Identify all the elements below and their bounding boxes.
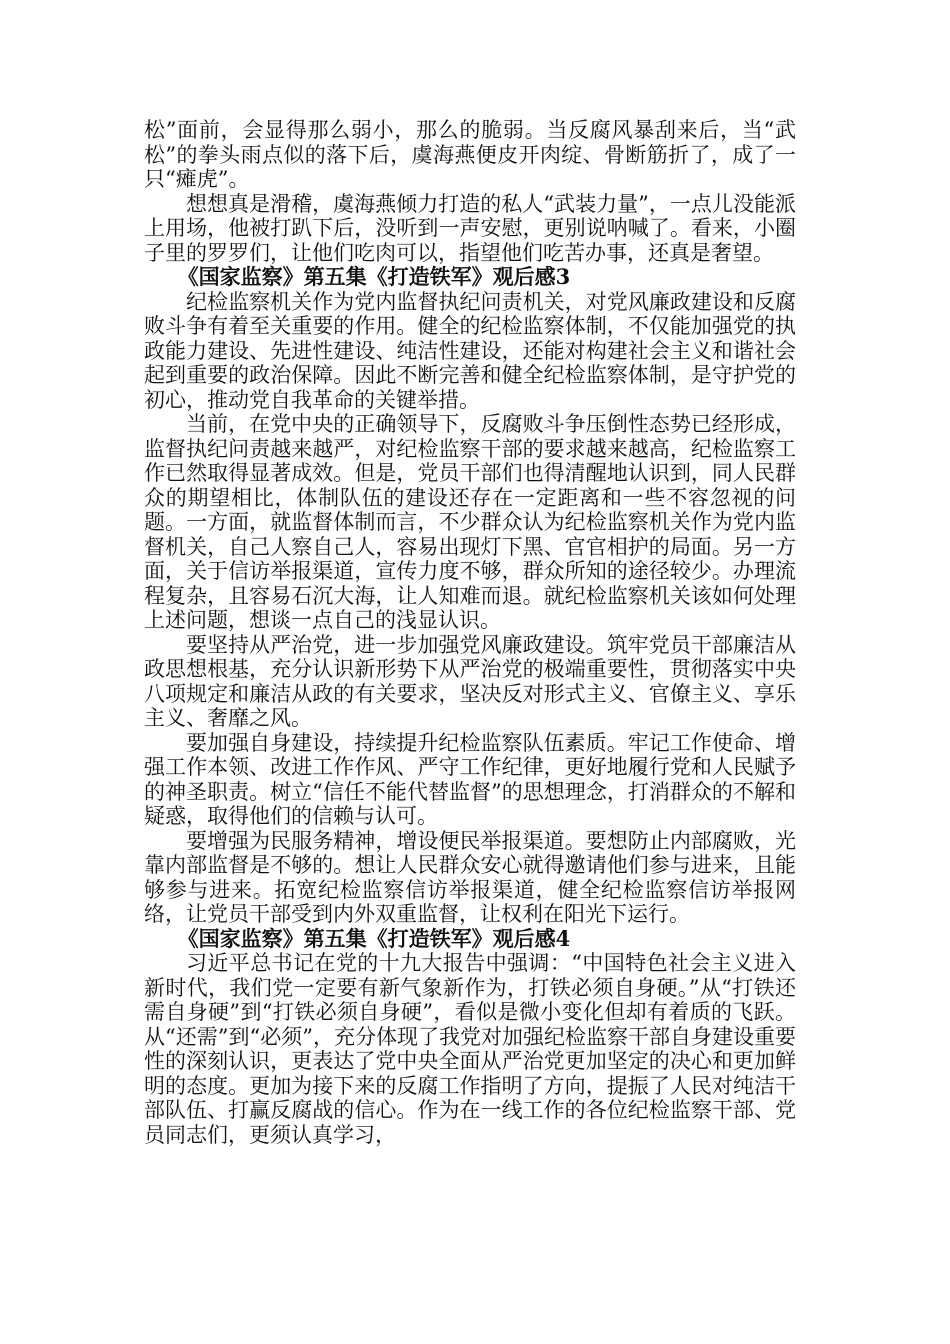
section-heading-3: 《国家监察》第五集《打造铁军》观后感3 <box>177 264 571 289</box>
paragraph: 当前，在党中央的正确领导下，反腐败斗争压倒性态势已经形成，监督执纪问责越来越严，对纪检监察干部的要求越来越高，纪检监察工作已然取得显著成效。但是，党员干部们也得清醒地认识到，同人民群众的期望相比，体制队伍的建设还存在一定距离和一些不容忽视的问题。一方面，就监督体制而言，不少群众认为纪检监察机关作为党内监督机关，自己人察自己人，容易出现灯下黑、官官相护的局面。另一方面，关于信访举报渠道，宣传力度不够，群众所知的途径较少。办理流程复杂，且容易石沉大海，让人知难而退。就纪检监察机关该如何处理上述问题，想谈一点自己的浅显认识。 <box>144 412 796 632</box>
paragraph: 要坚持从严治党，进一步加强党风廉政建设。筑牢党员干部廉洁从政思想根基，充分认识新形势下从严治党的极端重要性，贯彻落实中央八项规定和廉洁从政的有关要求，坚决反对形式主义、官僚主义、享乐主义、奢靡之风。 <box>144 632 796 730</box>
paragraph: 想想真是滑稽，虞海燕倾力打造的私人“武装力量”，一点儿没能派上用场，他被打趴下后，没听到一声安慰，更别说呐喊了。看来，小圈子里的罗罗们，让他们吃肉可以，指望他们吃苦办事，还真是奢望。 <box>144 191 796 265</box>
paragraph: 习近平总书记在党的十九大报告中强调：“中国特色社会主义进入新时代，我们党一定要有新气象新作为，打铁必须自身硬。”从“打铁还需自身硬”到“打铁必须自身硬”，看似是微小变化但却有着质的飞跃。从“还需”到“必须”，充分体现了我党对加强纪检监察干部自身建设重要性的深刻认识，更表达了党中央全面从严治党更加坚定的决心和更加鲜明的态度。更加为接下来的反腐工作指明了方向，提振了人民对纯洁干部队伍、打赢反腐战的信心。作为在一线工作的各位纪检监察干部、党员同志们，更须认真学习， <box>144 951 796 1147</box>
paragraph: 要增强为民服务精神，增设便民举报渠道。要想防止内部腐败，光靠内部监督是不够的。想让人民群众安心就得邀请他们参与进来，且能够参与进来。拓宽纪检监察信访举报渠道，健全纪检监察信访举报网络，让党员干部受到内外双重监督，让权利在阳光下运行。 <box>144 828 796 926</box>
paragraph-continued: 松”面前，会显得那么弱小，那么的脆弱。当反腐风暴刮来后，当“武松”的拳头雨点似的落下后，虞海燕便皮开肉绽、骨断筋折了，成了一只“瘫虎”。 <box>144 118 796 191</box>
paragraph: 纪检监察机关作为党内监督执纪问责机关，对党风廉政建设和反腐败斗争有着至关重要的作用。健全的纪检监察体制，不仅能加强党的执政能力建设、先进性建设、纯洁性建设，还能对构建社会主义和谐社会起到重要的政治保障。因此不断完善和健全纪检监察体制，是守护党的初心，推动党自我革命的关键举措。 <box>144 289 796 412</box>
paragraph: 要加强自身建设，持续提升纪检监察队伍素质。牢记工作使命、增强工作本领、改进工作作风、严守工作纪律，更好地履行党和人民赋予的神圣职责。树立“信任不能代替监督”的思想理念，打消群众的不解和疑惑，取得他们的信赖与认可。 <box>144 730 796 828</box>
document-body <box>144 118 796 1147</box>
section-heading-4: 《国家监察》第五集《打造铁军》观后感4 <box>177 925 571 951</box>
